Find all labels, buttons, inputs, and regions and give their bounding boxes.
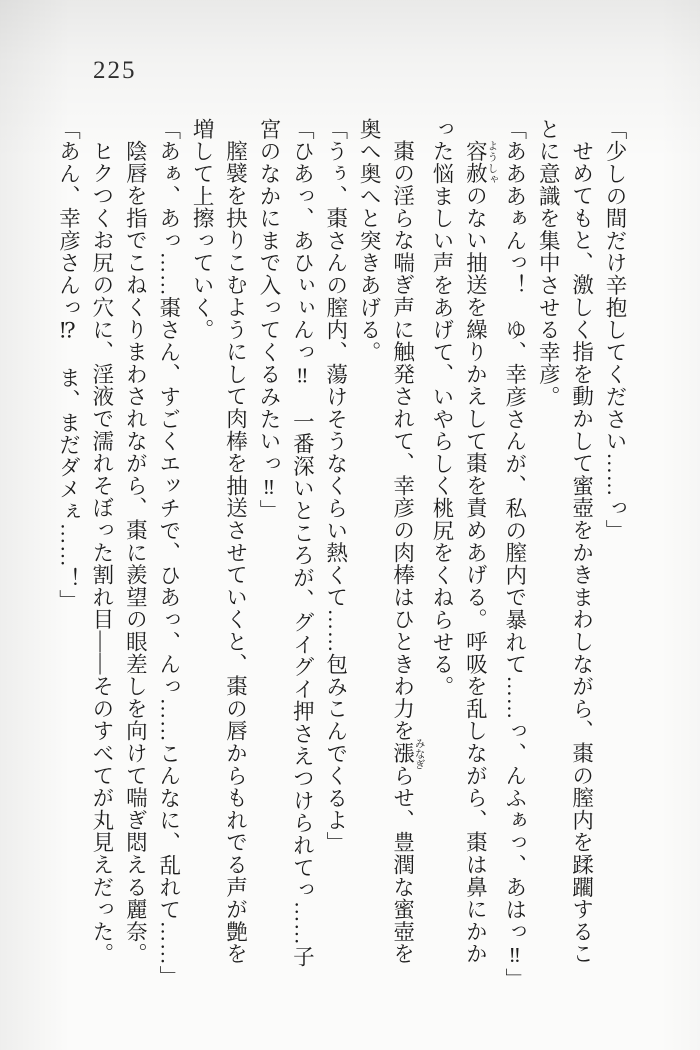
text-column: せめてもと、激しく指を動かして蜜壺をかきまわしながら、棗の膣内を蹂躙するこ <box>569 139 594 965</box>
text-column: ヒクつくお尻の穴に、淫液で濡れそぼった割れ目――そのすべてが丸見えだった。 <box>89 139 114 965</box>
text-column: とに意識を集中させる幸彦。 <box>536 118 561 408</box>
page-number: 225 <box>93 57 137 84</box>
text-column: 「あぁ、あっ……棗さん、すごくエッチで、ひあっ、んっ……こんなに、乱れて……」 <box>156 118 181 988</box>
text-column: 容赦 ようしゃのない抽送を繰りかえして棗を責めあげる。呼吸を乱しながら、棗は鼻にかか <box>463 139 498 965</box>
text-column: 増して上擦っていく。 <box>190 118 215 341</box>
ruby-annotated-word: 漲 みなぎ <box>390 737 425 769</box>
text-column: 「あああぁんっ！ ゆ、幸彦さんが、私の膣内で暴れて……っ、んふぁっ、あはっ‼」 <box>502 118 527 991</box>
text-column: 「あん、幸彦さんっ⁉ ま、まだダメぇ……！」 <box>56 118 81 613</box>
furigana: みなぎ <box>413 737 425 769</box>
text-column: 「ひあっ、あひぃぃんっ‼ 一番深いところが、グイグイ押さえつけられてっ……子 <box>290 118 315 968</box>
text-column: 膣襞を抉りこむようにして肉棒を抽送させていくと、棗の唇からもれでる声が艶を <box>223 139 248 965</box>
text-column: 奥へ奥へと突きあげる。 <box>357 118 382 364</box>
text-column: 「少しの間だけ辛抱してください……っ」 <box>603 118 627 542</box>
ruby-annotated-word: 容赦 ようしゃ <box>463 139 498 185</box>
text-column: 棗の淫らな喘ぎ声に触発されて、幸彦の肉棒はひときわ力を漲 みなぎらせ、豊潤な蜜壺を <box>390 139 425 965</box>
text-column: 「うぅ、棗さんの膣内、蕩けそうなくらい熱くて……包みこんでくるよ」 <box>323 118 348 854</box>
text-column: 陰唇を指でこねくりまわされながら、棗に羨望の眼差しを向けて喘ぎ悶える麗奈。 <box>123 139 148 965</box>
text-column: 宮のなかにまで入ってくるみたいっ‼」 <box>256 118 281 522</box>
furigana: ようしゃ <box>486 139 498 185</box>
text-column: った悩ましい声をあげて、いやらしく桃尻をくねらせる。 <box>429 118 454 698</box>
body-text <box>51 118 631 1000</box>
